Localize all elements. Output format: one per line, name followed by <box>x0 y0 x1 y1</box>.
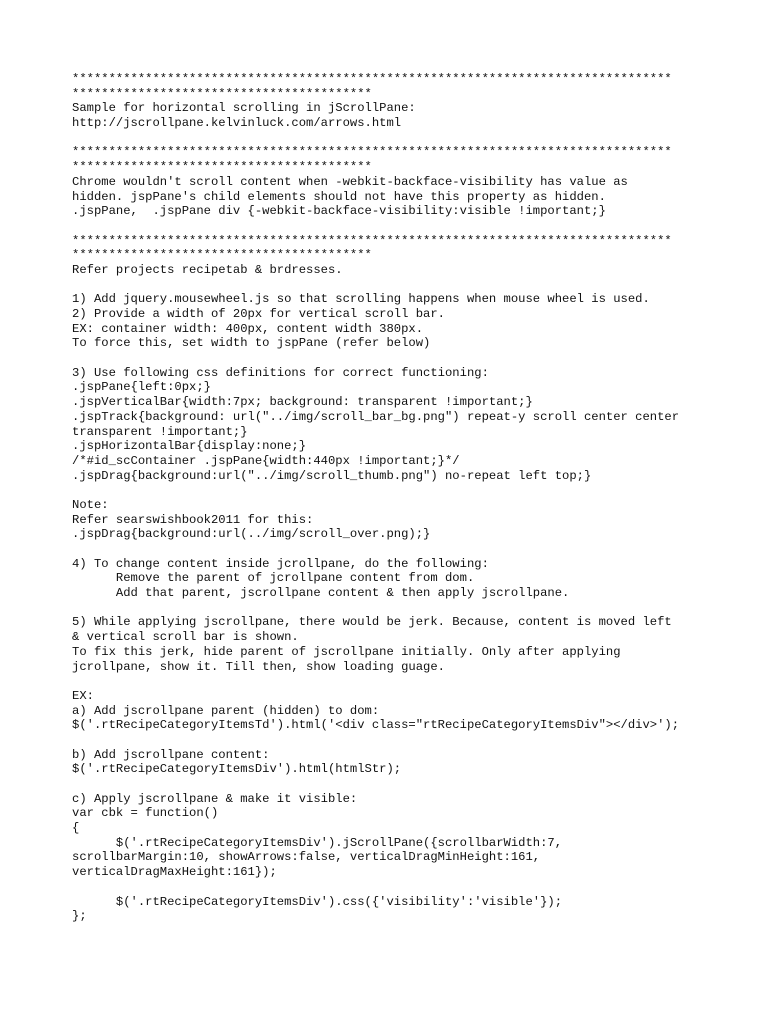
text-line: Refer searswishbook2011 for this: <box>72 512 314 527</box>
text-line: .jspPane{left:0px;} <box>72 380 211 395</box>
text-line: $('.rtRecipeCategoryItemsDiv').html(htmlStr); <box>72 762 402 777</box>
blank-line <box>72 601 762 616</box>
text-line: Add that parent, jscrollpane content & then apply jscrollpane. <box>72 586 570 601</box>
text-line: 2) Provide a width of 20px for vertical scroll bar. <box>72 307 445 321</box>
text-line: Note: <box>72 497 109 512</box>
text-line: transparent !important;} <box>72 424 248 439</box>
blank-line <box>72 219 762 234</box>
text-line: verticalDragMaxHeight:161}); <box>72 865 277 880</box>
text-line: c) Apply jscrollpane & make it visible: <box>72 791 358 806</box>
text-line: Remove the parent of jcrollpane content from dom. <box>72 571 475 586</box>
text-line: 4) To change content inside jcrollpane, do the following: <box>72 556 489 571</box>
text-line: ***************************************** <box>72 248 372 263</box>
blank-line <box>72 483 762 498</box>
text-line: $('.rtRecipeCategoryItemsDiv').jScrollPane({scrollbarWidth:7, <box>72 835 563 850</box>
text-line: & vertical scroll bar is shown. <box>72 630 299 645</box>
blank-line <box>72 777 762 792</box>
text-line: /*#id_scContainer .jspPane{width:440px !important;}*/ <box>72 453 460 468</box>
text-line: }; <box>72 909 87 924</box>
text-line: var cbk = function() <box>72 806 219 821</box>
blank-line <box>72 351 762 366</box>
text-line: .jspDrag{background:url(../img/scroll_over.png);} <box>72 527 431 542</box>
document-page <box>72 72 762 924</box>
text-line: ********************************************************************************** <box>72 233 672 248</box>
blank-line <box>72 278 762 293</box>
text-line: scrollbarMargin:10, showArrows:false, verticalDragMinHeight:161, <box>72 850 541 865</box>
blank-line <box>72 733 762 748</box>
text-line: ***************************************** <box>72 86 372 101</box>
text-line: To force this, set width to jspPane (refer below) <box>72 336 431 351</box>
text-line: b) Add jscrollpane content: <box>72 747 270 762</box>
text-line: ***************************************** <box>72 160 372 175</box>
blank-line <box>72 542 762 557</box>
text-line: ********************************************************************************** <box>72 145 672 160</box>
text-line: http://jscrollpane.kelvinluck.com/arrows.html <box>72 116 402 131</box>
text-line: Chrome wouldn't scroll content when -webkit-backface-visibility has value as <box>72 174 628 189</box>
text-line: { <box>72 821 80 836</box>
text-line: .jspVerticalBar{width:7px; background: transparent !important;} <box>72 395 533 410</box>
text-line: EX: <box>72 688 94 703</box>
blank-line <box>72 674 762 689</box>
text-line: $('.rtRecipeCategoryItemsDiv').css({'visibility':'visible'}); <box>72 894 563 909</box>
text-line: a) Add jscrollpane parent (hidden) to dom: <box>72 703 380 718</box>
text-line: $('.rtRecipeCategoryItemsTd').html('<div class="rtRecipeCategoryItemsDiv"></div>'); <box>72 718 680 733</box>
text-line: 5) While applying jscrollpane, there would be jerk. Because, content is moved left <box>72 615 672 630</box>
text-line: Sample for horizontal scrolling in jScrollPane: <box>72 101 416 116</box>
blank-line <box>72 880 762 895</box>
text-line: jcrollpane, show it. Till then, show loading guage. <box>72 659 445 674</box>
text-line: .jspDrag{background:url("../img/scroll_thumb.png") no-repeat left top;} <box>72 468 592 483</box>
text-line: EX: container width: 400px, content width 380px. <box>72 321 424 336</box>
text-line: hidden. jspPane's child elements should not have this property as hidden. <box>72 189 606 204</box>
text-line: .jspTrack{background: url("../img/scroll_bar_bg.png") repeat-y scroll center center <box>72 409 680 424</box>
text-line: 3) Use following css definitions for correct functioning: <box>72 365 489 380</box>
text-line: Refer projects recipetab & brdresses. <box>72 262 343 277</box>
text-line: .jspHorizontalBar{display:none;} <box>72 439 307 454</box>
text-line: To fix this jerk, hide parent of jscrollpane initially. Only after applying <box>72 644 621 659</box>
text-line: 1) Add jquery.mousewheel.js so that scrolling happens when mouse wheel is used. <box>72 292 650 307</box>
text-line: ********************************************************************************** <box>72 72 672 86</box>
blank-line <box>72 131 762 146</box>
text-line: .jspPane, .jspPane div {-webkit-backface-visibility:visible !important;} <box>72 204 606 219</box>
